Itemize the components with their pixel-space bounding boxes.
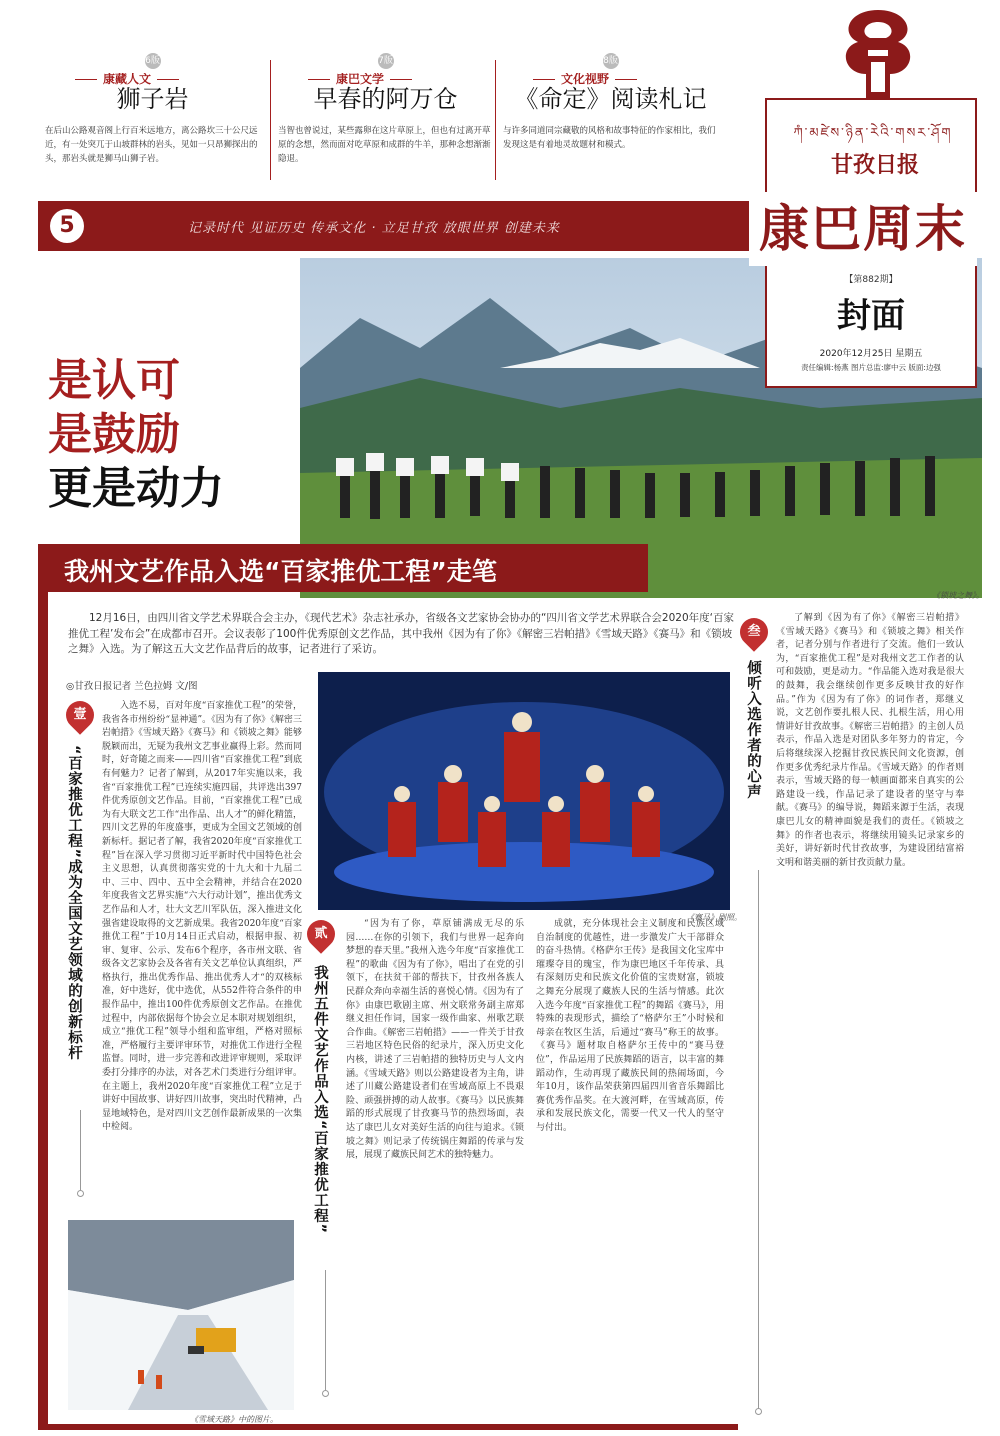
road-caption: 《雪域天路》中的图片。 — [190, 1415, 278, 1424]
hero-caption: 《锁坡之舞》。 — [932, 591, 984, 600]
stage-caption: 《赛马》剧照。 — [686, 913, 742, 922]
horse-race-dance-image — [318, 672, 730, 910]
body-column: “因为有了你，草原铺满成无尽的乐园……在你的引领下，我们与世界一起奔向梦想的春天里。”我州入选今年度“百家推优工程”的歌曲《因为有了你》，唱出了在党的引领下，在扶贫干部的帮扶下，甘孜州各族人民群众奔向幸福生活的喜悦心情。《因为有了你》由康巴歌剧主席、州文联常务副主席郑继义担任作词，国家一级作曲家、州歌艺联合作曲。《解密三岩帕措》——一件关于甘孜三岩地区特色民俗的纪录片，深入历史文化内核，讲述了三岩帕措的独特历史与人文内涵。《雪域天路》则以公路建设者为主角，讲述了川藏公路建设者们在雪域高原上不畏艰险、顽强拼搏的动人故事。《赛马》以民族舞蹈的形式展现了甘孜赛马节的热烈场面，表达了康巴儿女对美好生活的向往与追求。《锁坡之舞》则记录了传统锅庄舞蹈的传承与发展，展现了藏族民间艺术的独特魅力。 — [346, 919, 524, 1161]
teaser-desc: 在后山公路观音阁上行百米远地方，离公路坎三十公尺远近，有一处突兀于山坡群林的岩头，见如一只昂狮探出的头，那岩头就是狮马山狮子岩。 — [45, 126, 258, 164]
section-title: 我州五件文艺作品入选“百家推优工程” — [312, 965, 328, 1235]
teaser-desc: 与许多同道同宗藏敬的风格和故事特征的作家相比，我们发现这是有着地灵故题材和模式。 — [503, 126, 716, 150]
divider — [80, 1110, 81, 1190]
divider — [758, 870, 759, 1410]
issue-number: 【第882期】 — [844, 275, 898, 285]
section-badge: 贰 — [301, 914, 341, 954]
publish-date: 2020年12月25日 星期五 — [819, 349, 923, 359]
body-column: 了解到《因为有了你》《解密三岩帕措》《雪域天路》《赛马》和《锁坡之舞》相关作者，记者分别与作者进行了交流。他们一致认为，“百家推优工程”是对我州文艺工作者的认可和鼓励，更是动力。“作品能入选对我是很大的鼓舞，我会继续创作更多反映甘孜的好作品。”作为《因为有了你》的词作者，郑继义说，文艺创作要扎根人民、扎根生活，用心用情讲好甘孜故事。《解密三岩帕措》的主创人员表示，作品入选是对团队多年努力的肯定，今后将继续深入挖掘甘孜民族民间文化资源，创作更多优秀纪录片作品。《雪域天路》的作者则表示，雪域天路的每一帧画面都来自真实的公路建设一线，作品记录了建设者的坚守与奉献。《赛马》的编导说，舞蹈来源于生活，表现康巴儿女的精神面貌是我们的责任。《锁坡之舞》的作者也表示，将继续用镜头记录家乡的美好，讲好新时代甘孜故事，为建设团结富裕文明和谐美丽的新甘孜贡献力量。 — [776, 613, 964, 868]
divider — [325, 1270, 326, 1390]
column-label: 文化视野 — [503, 73, 643, 87]
slogan: 记录时代 见证历史 传承文化 · 立足甘孜 放眼世界 创建未来 — [188, 221, 560, 236]
page-number: 5 — [50, 209, 84, 243]
headline-line: 是认可 — [48, 355, 180, 406]
page-badge: 8版 — [603, 53, 619, 69]
section-badge: 叁 — [734, 612, 774, 652]
column-label: 康巴文学 — [278, 73, 418, 87]
weekly-title: 康巴周末 — [749, 192, 977, 266]
section-name: 封面 — [837, 296, 905, 336]
paper-name: 甘孜日报 — [830, 152, 919, 178]
masthead — [759, 98, 977, 388]
dot-marker-icon — [755, 1408, 762, 1415]
subheadline: 我州文艺作品入选“百家推优工程”走笔 — [64, 557, 497, 586]
dot-marker-icon — [322, 1390, 329, 1397]
byline: ◎甘孜日报记者 兰色拉姆 文/图 — [66, 681, 198, 692]
headline-line: 是鼓励 — [48, 409, 180, 460]
section-badge: 壹 — [60, 695, 100, 735]
frame-border — [38, 590, 48, 1430]
tibetan-title: ཀཾ་མཛེས་ཉིན་རེའི་གསར་ཤོག — [793, 126, 953, 141]
divider — [270, 60, 271, 180]
headline-line: 更是动力 — [48, 463, 224, 514]
dot-marker-icon — [77, 1190, 84, 1197]
page-badge: 6版 — [145, 53, 161, 69]
body-column: 入选不易，百对年度“百家推优工程”的荣誉，我省各市州纷纷“显神通”。《因为有了你》《解密三岩帕措》《雪域天路》《赛马》和《锁坡之舞》能够脱颖而出，无疑为我州文艺事业赢得上彩。然而同时，好奇随之而来——四川省“百家推优工程”到底有何魅力？记者了解到，从2017年实施以来，我省“百家推优工程”已连续实施四届，共评选出397件优秀原创文艺作品。目前，“百家推优工程”已成为有大联文艺工作“出作品、出人才”的鲜化精篮，四川文艺界的年度盛事，更成为全国文艺领域的创新标杆。据记者了解，我省2020年度“百家推优工程”旨在深入学习贯彻习近平新时代中国特色社会主义思想，认真贯彻落实党的十九大和十九届二中、三中、四中、五中全会精神，并结合在2020年度我省文艺界实施“六大行动计划”，推出优秀文艺作品和人才，壮大文艺川军队伍，深入推进文化强省建设取得的文艺新成果。我省2020年度“百家推优工程”于10月14日正式启动，根据申报、初审、复审、公示、发布6个程序，各市州文联、省级各文艺家协会及各省有关文艺单位认真组织，严格执行，推出优秀作品、推出优秀人才“的双核标准，好中选好，优中选优，从552件符合条件的申报作品中，推出100件优秀原创文艺作品。在推优过程中，内部依据每个协会立足本职对规划组织，成立“推优工程”领导小组和监审组，严格对照标准，严格履行主要评审环节，对推优工作进行全程监督。同时，进一步完善和改进评审规则，采取评委打分排序的办法，对各艺术门类进行分组评审。在主题上，我州2020年度“百家推优工程”立足于讲好中国故事、讲好四川故事，突出时代精神，凸显地域特色，是对四川文艺创作最新成果的一次集中检阅。 — [102, 701, 302, 1133]
section-title: “百家推优工程”成为全国文艺领域的创新标杆 — [66, 745, 82, 1061]
page-badge: 7版 — [378, 53, 394, 69]
divider — [495, 60, 496, 180]
column-label: 康藏人文 — [45, 73, 185, 87]
teaser-desc: 当智也曾说过，某些露卵在这片草原上，但也有过离开草原的念想，然而面对吃草原和成群的牛羊，那种念想渐渐隐退。 — [278, 126, 491, 164]
teaser-title[interactable]: 早春的阿万仓 — [313, 85, 458, 113]
lead-paragraph: 12月16日，由四川省文学艺术界联合会主办，《现代艺术》杂志社承办，省级各文艺家协会协办的“四川省文学艺术界联合会2020年度‘百家推优工程’发布会”在成都市召开。会议表彰了100件优秀原创文艺作品，其中我州《因为有了你》《解密三岩帕措》《雪域天路》《赛马》和《锁坡之舞》入选。为了解这五大文艺作品背后的故事，记者进行了采访。 — [68, 612, 734, 655]
teaser-title[interactable]: 《命定》阅读札记 — [514, 85, 707, 113]
main-headline — [48, 354, 224, 516]
teaser-2[interactable] — [278, 48, 493, 166]
teaser-3[interactable] — [503, 48, 718, 152]
frame-border — [38, 1424, 738, 1430]
teaser-title[interactable]: 狮子岩 — [116, 85, 189, 113]
teaser-1[interactable] — [45, 48, 260, 166]
section-title: 倾听入选作者的心声 — [745, 660, 761, 800]
subheadline-bar — [38, 544, 648, 592]
masthead-ornament-icon — [818, 4, 938, 104]
road-photo — [68, 1220, 294, 1410]
stage-photo — [318, 672, 730, 910]
section-banner — [38, 201, 766, 251]
body-column: 成就，充分体现社会主义制度和民族区域自治制度的优越性，进一步激发广大干部群众的奋斗热情。《格萨尔王传》是我国文化宝库中璀璨夺目的瑰宝，作为康巴地区千年传承、具有深刻历史和民族文化价值的宝贵财富，锁坡之舞充分展现了藏族人民的生活与情感。此次入选今年度“百家推优工程”的舞蹈《赛马》，用特殊的表现形式，描绘了“格萨尔王”小时候和母亲在牧区生活，后通过“赛马”称王的故事。《赛马》题材取自格萨尔王传中的“赛马登位”，作品运用了民族舞蹈的语言，以丰富的舞蹈动作，生动再现了藏族民间的热闹场面，今年10月，该作品荣获第四届四川省音乐舞蹈比赛优秀作品奖。在大渡河畔，在雪域高原，传承和发展民族文化，需要一代又一代人的坚守与付出。 — [536, 919, 724, 1133]
snow-road-image — [68, 1220, 294, 1410]
editor-credits: 责任编辑:杨燕 图片总监:廖中云 版面:边强 — [801, 363, 941, 372]
